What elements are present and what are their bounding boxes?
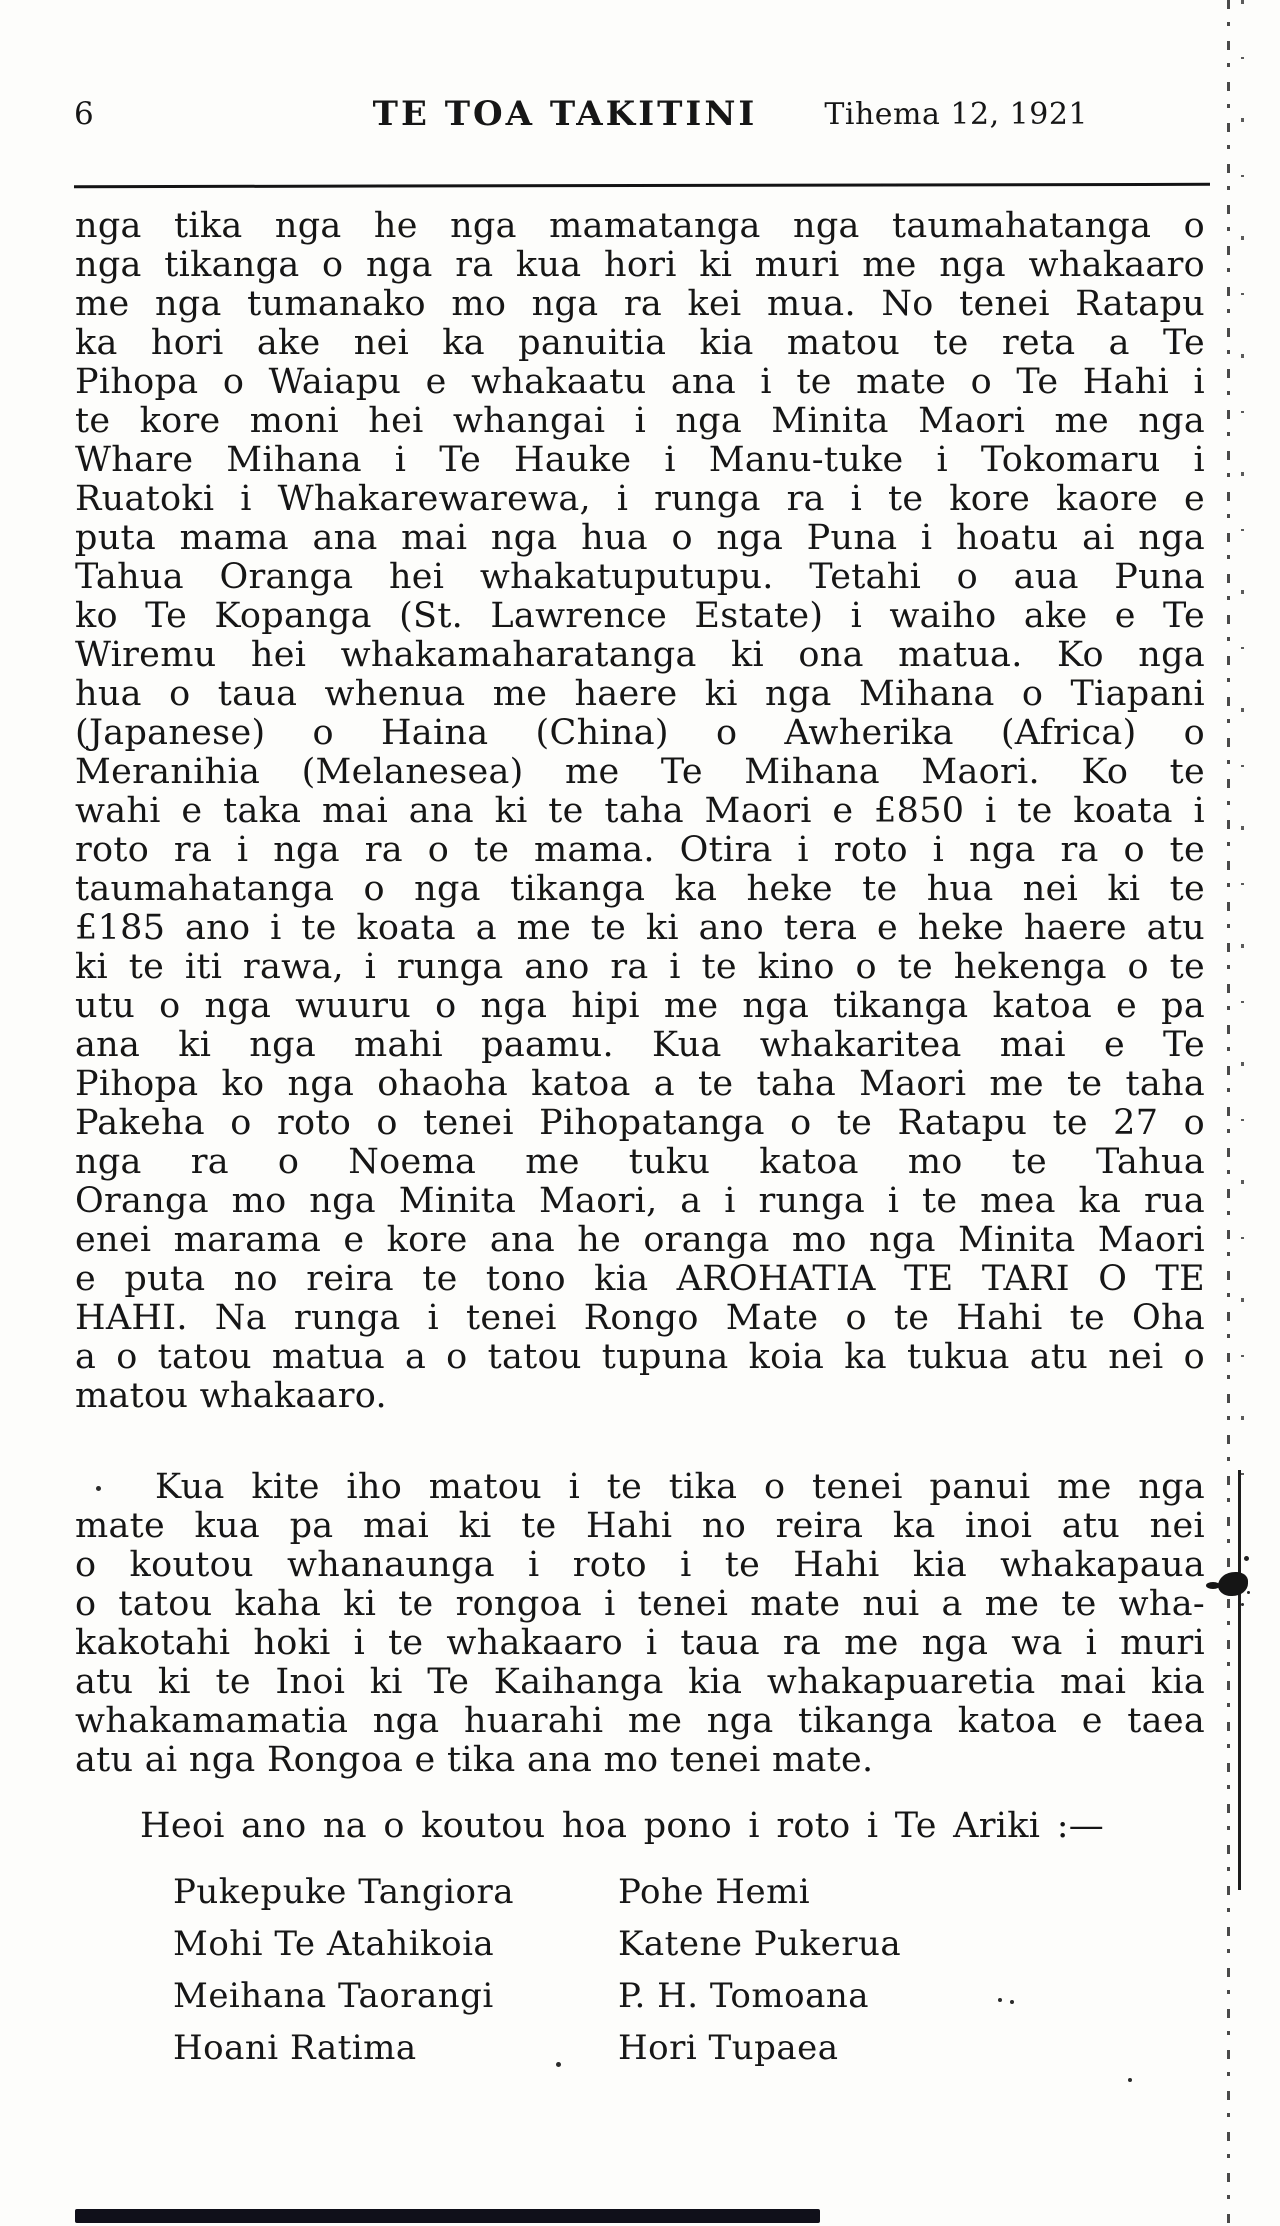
text-line: puta mama ana mai nga hua o nga Puna i hoatu ai nga [75, 518, 1205, 558]
scan-edge-solid-line [1238, 1470, 1241, 1890]
text-line: Kua kite iho matou i te tika o tenei panui me nga [155, 1467, 1205, 1507]
text-line: mate kua pa mai ki te Hahi no reira ka inoi atu nei [75, 1506, 1205, 1546]
text-line: a o tatou matua a o tatou tupuna koia ka tukua atu nei o [75, 1337, 1205, 1377]
text-line: e puta no reira te tono kia AROHATIA TE TARI O TE [75, 1259, 1205, 1299]
article-paragraph-2 [75, 1468, 1205, 1780]
article-paragraph-1 [75, 207, 1205, 1416]
text-line: Wiremu hei whakamaharatanga ki ona matua. Ko nga [75, 635, 1205, 675]
ink-speck [96, 1486, 101, 1491]
text-line: kakotahi hoki i te whakaaro i taua ra me nga wa i muri [75, 1623, 1205, 1663]
text-line: ki te iti rawa, i runga ano ra i te kino o te hekenga o te [75, 947, 1205, 987]
closing-salutation: Heoi ano na o koutou hoa pono i roto i Te Ariki :— [140, 1806, 1105, 1846]
text-line: Ruatoki i Whakarewarewa, i runga ra i te kore kaore e [75, 479, 1205, 519]
signature-column-left [173, 1866, 514, 2074]
text-line: wahi e taka mai ana ki te taha Maori e £850 i te koata i [75, 791, 1205, 831]
text-line: o koutou whanaunga i roto i te Hahi kia whakapaua [75, 1545, 1205, 1585]
signature-name: Hoani Ratima [173, 2028, 417, 2068]
text-line: matou whakaaro. [75, 1376, 387, 1416]
signature-column-right [618, 1866, 901, 2074]
text-line: Whare Mihana i Te Hauke i Manu-tuke i Tokomaru i [75, 440, 1205, 480]
text-line: atu ai nga Rongoa e tika ana mo tenei mate. [75, 1740, 874, 1780]
text-line: taumahatanga o nga tikanga ka heke te hua nei ki te [75, 869, 1205, 909]
text-line: enei marama e kore ana he oranga mo nga Minita Maori [75, 1220, 1205, 1260]
text-line: ana ki nga mahi paamu. Kua whakaritea mai e Te [75, 1025, 1205, 1065]
text-line: nga tikanga o nga ra kua hori ki muri me nga whakaaro [75, 245, 1205, 285]
text-line: me nga tumanako mo nga ra kei mua. No tenei Ratapu [75, 284, 1205, 324]
page-number: 6 [74, 96, 94, 132]
scan-bottom-bar-artifact [75, 2209, 820, 2223]
text-line: £185 ano i te koata a me te ki ano tera e heke haere atu [75, 908, 1205, 948]
issue-date: Tihema 12, 1921 [824, 97, 1088, 132]
text-line: utu o nga wuuru o nga hipi me nga tikanga katoa e pa [75, 986, 1205, 1026]
text-line: HAHI. Na runga i tenei Rongo Mate o te Hahi te Oha [75, 1298, 1205, 1338]
text-line: hua o taua whenua me haere ki nga Mihana o Tiapani [75, 674, 1205, 714]
signature-name: P. H. Tomoana [618, 1976, 870, 2016]
scan-edge-dotted-line [1241, 0, 1244, 1500]
text-line: Oranga mo nga Minita Maori, a i runga i te mea ka rua [75, 1181, 1205, 1221]
header-rule [74, 183, 1210, 188]
text-line: Pakeha o roto o tenei Pihopatanga o te Ratapu te 27 o [75, 1103, 1205, 1143]
signature-name: Pohe Hemi [618, 1872, 811, 1912]
scan-edge-dashed-line [1227, 0, 1230, 2226]
signature-name: Pukepuke Tangiora [173, 1872, 515, 1912]
ink-blot-artifact [1218, 1572, 1248, 1596]
text-line: nga ra o Noema me tuku katoa mo te Tahua [75, 1142, 1205, 1182]
text-line: ko Te Kopanga (St. Lawrence Estate) i waiho ake e Te [75, 596, 1205, 636]
text-line: roto ra i nga ra o te mama. Otira i roto i nga ra o te [75, 830, 1205, 870]
text-line: (Japanese) o Haina (China) o Awherika (Africa) o [75, 713, 1205, 753]
signature-name: Katene Pukerua [618, 1924, 902, 1964]
ink-speck [1128, 2078, 1132, 2082]
text-line: nga tika nga he nga mamatanga nga taumahatanga o [75, 206, 1205, 246]
text-line: Pihopa ko nga ohaoha katoa a te taha Maori me te taha [75, 1064, 1205, 1104]
page-header [0, 92, 1280, 138]
text-line: Meranihia (Melanesea) me Te Mihana Maori. Ko te [75, 752, 1205, 792]
signature-name: Hori Tupaea [618, 2028, 839, 2068]
text-line: Tahua Oranga hei whakatuputupu. Tetahi o aua Puna [75, 557, 1205, 597]
text-line: o tatou kaha ki te rongoa i tenei mate nui a me te wha- [75, 1584, 1205, 1624]
ink-speck [998, 1998, 1002, 2002]
masthead-title: TE TOA TAKITINI [372, 94, 758, 134]
signature-name: Mohi Te Atahikoia [173, 1924, 495, 1964]
text-line: whakamamatia nga huarahi me nga tikanga katoa e taea [75, 1701, 1205, 1741]
text-line: atu ki te Inoi ki Te Kaihanga kia whakapuaretia mai kia [75, 1662, 1205, 1702]
text-line: Pihopa o Waiapu e whakaatu ana i te mate o Te Hahi i [75, 362, 1205, 402]
ink-speck [556, 2062, 561, 2067]
text-line: te kore moni hei whangai i nga Minita Maori me nga [75, 401, 1205, 441]
signature-name: Meihana Taorangi [173, 1976, 494, 2016]
text-line: ka hori ake nei ka panuitia kia matou te reta a Te [75, 323, 1205, 363]
